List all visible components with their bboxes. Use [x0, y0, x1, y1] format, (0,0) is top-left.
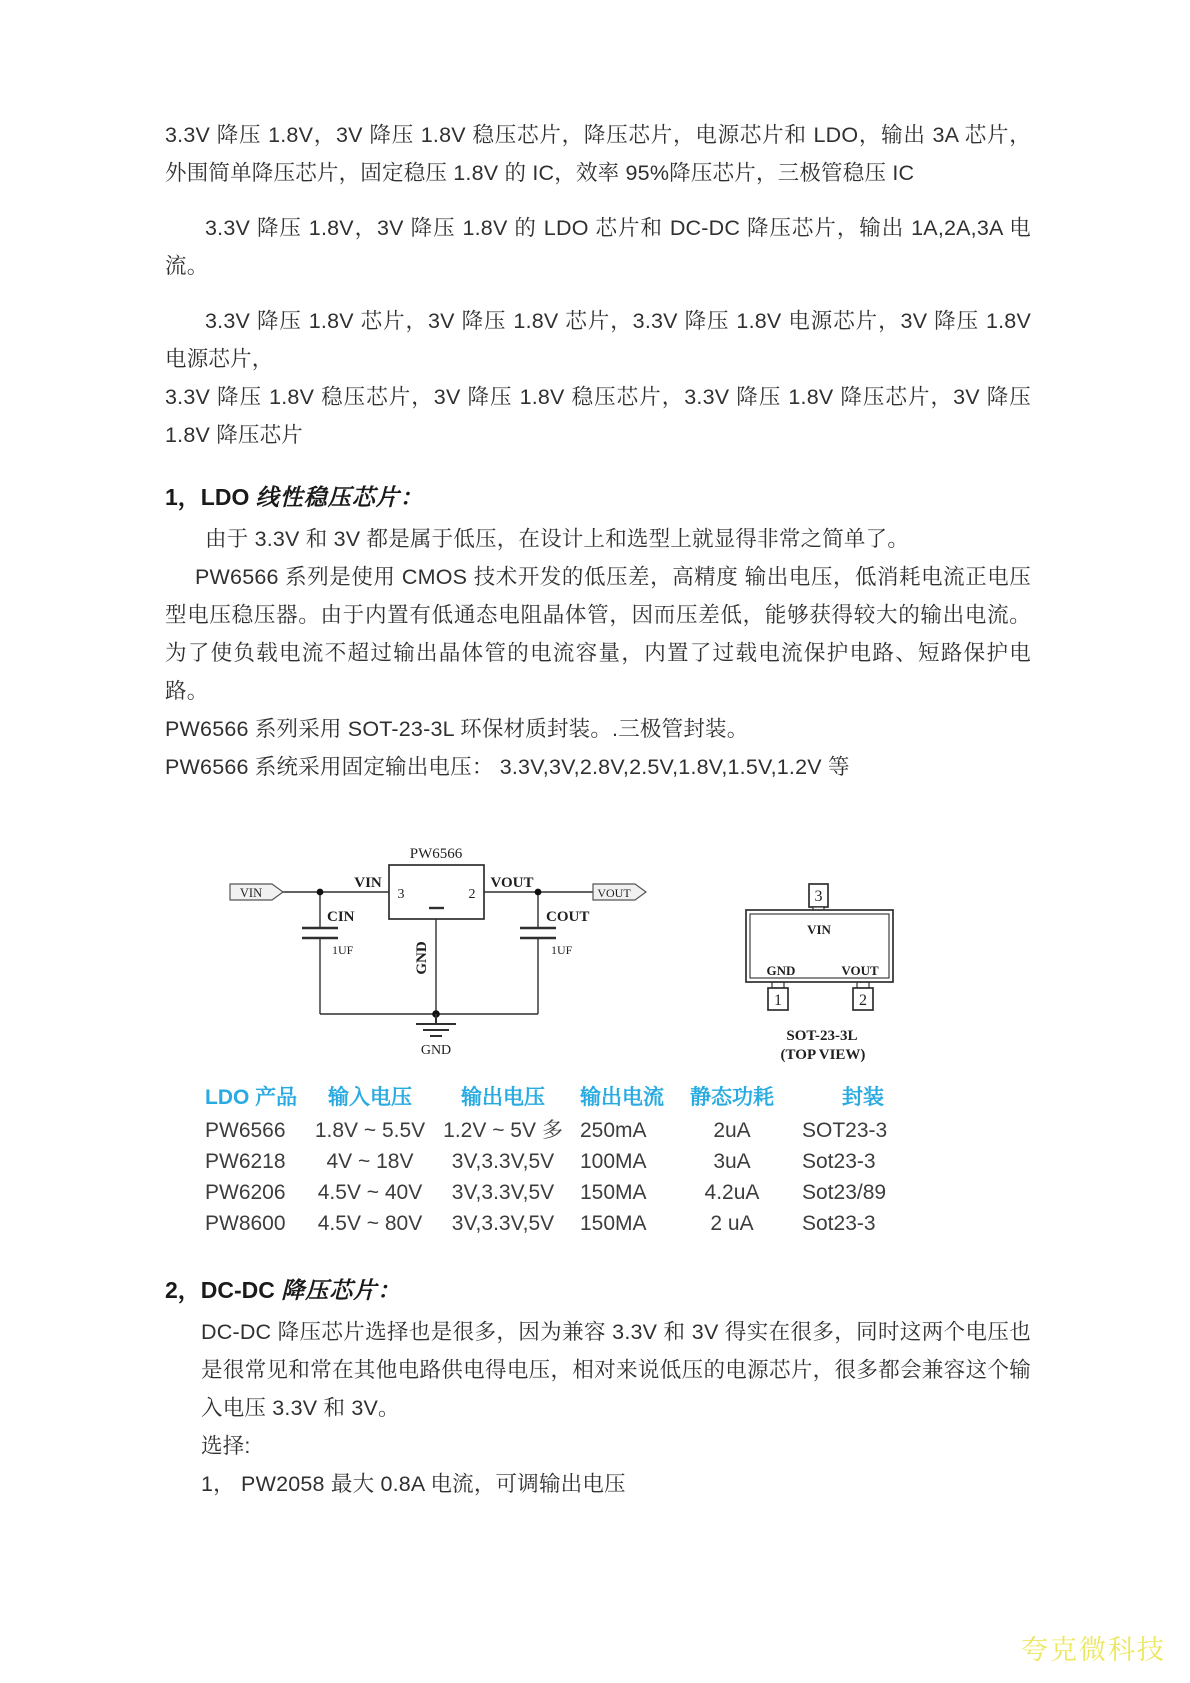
vout-pin-label: VOUT [490, 875, 534, 891]
section1-paragraph-4: PW6566 系统采用固定输出电压： 3.3V,3V,2.8V,2.5V,1.8V,1.5V,1.2V 等 [165, 755, 850, 779]
table-row [205, 1208, 965, 1239]
section2-paragraph-2: 选择: [201, 1434, 251, 1458]
section1-heading-latin: LDO [200, 484, 256, 510]
pin2-number: 2 [468, 887, 476, 902]
package-pin2-number: 2 [859, 992, 867, 1009]
col-header-output-current: 输出电流 [580, 1086, 664, 1109]
section2-heading [165, 1273, 1031, 1307]
col-header-quiescent: 静态功耗 [690, 1086, 774, 1109]
package-pin3-number: 3 [814, 888, 823, 905]
cell-product: PW6218 [205, 1150, 286, 1173]
package-vout-label: VOUT [841, 963, 879, 978]
cin-capacitor [302, 928, 338, 938]
section2-heading-script: 降压芯片： [281, 1277, 402, 1303]
cell-quiescent: 2 uA [710, 1212, 754, 1235]
application-schematic [220, 796, 670, 1064]
cell-quiescent: 3uA [713, 1150, 751, 1173]
cell-package: Sot23/89 [802, 1181, 887, 1204]
cell-output-voltage: 3V,3.3V,5V [451, 1150, 555, 1173]
chip-name-label: PW6566 [409, 846, 463, 862]
junction-dot [535, 889, 542, 896]
cout-capacitor [520, 928, 556, 938]
intro-paragraph-3a: 3.3V 降压 1.8V 芯片，3V 降压 1.8V 芯片，3.3V 降压 1.8V 电源芯片，3V 降压 1.8V 电源芯片， [165, 309, 1031, 371]
section1-paragraph-1: 由于 3.3V 和 3V 都是属于低压，在设计上和选型上就显得非常之简单了。 [205, 527, 910, 551]
cell-input-voltage: 1.8V ~ 5.5V [314, 1119, 426, 1142]
intro-paragraph-2: 3.3V 降压 1.8V，3V 降压 1.8V 的 LDO 芯片和 DC-DC 降压芯片，输出 1A,2A,3A 电流。 [165, 216, 1031, 278]
cell-product: PW8600 [205, 1212, 286, 1235]
cell-input-voltage: 4.5V ~ 40V [317, 1181, 423, 1204]
section2-paragraph-3: 1， PW2058 最大 0.8A 电流，可调输出电压 [201, 1472, 626, 1496]
cout-label: COUT [546, 909, 590, 925]
cell-output-current: 150MA [580, 1181, 647, 1204]
vin-pin-label: VIN [354, 875, 382, 891]
cell-output-voltage: 1.2V ~ 5V 多 [443, 1119, 563, 1142]
cell-input-voltage: 4.5V ~ 80V [317, 1212, 423, 1235]
cin-value: 1UF [332, 943, 354, 957]
cell-quiescent: 4.2uA [704, 1181, 760, 1204]
cell-package: SOT23-3 [802, 1119, 888, 1142]
section2-heading-latin: DC-DC [200, 1277, 282, 1303]
cell-product: PW6206 [205, 1181, 286, 1204]
cell-output-voltage: 3V,3.3V,5V [451, 1181, 555, 1204]
vin-net-flag [230, 884, 283, 900]
package-view-label: (TOP VIEW) [780, 1047, 866, 1063]
gnd-pin-label: GND [414, 941, 430, 975]
package-pin1-number: 1 [774, 992, 782, 1009]
cell-product: PW6566 [205, 1119, 286, 1142]
junction-dot [317, 889, 324, 896]
pw6566-circuit-figure [165, 796, 1031, 1064]
section1-heading-script: 线性稳压芯片： [255, 484, 424, 510]
cell-output-current: 250mA [580, 1119, 647, 1142]
pin3-number: 3 [397, 887, 405, 902]
col-header-input-voltage: 输入电压 [328, 1086, 412, 1109]
cell-input-voltage: 4V ~ 18V [326, 1150, 414, 1173]
section1-paragraph-2: PW6566 系列是使用 CMOS 技术开发的低压差，高精度 输出电压，低消耗电流正电压型电压稳压器。由于内置有低通态电阻晶体管，因而压差低，能够获得较大的输出电流。为了使负载电流不超过输出晶体管的电流容量，内置了过载电流保护电路、短路保护电路。 [165, 565, 1031, 703]
watermark: 夸克微科技 [1021, 1635, 1166, 1665]
ldo-table-body [205, 1115, 965, 1239]
col-header-product: LDO 产品 [205, 1086, 298, 1109]
earth-ground-icon [416, 1014, 456, 1036]
cell-output-current: 150MA [580, 1212, 647, 1235]
package-vin-label: VIN [807, 922, 831, 937]
vin-flag-label: VIN [239, 886, 263, 900]
section2-body [201, 1313, 1031, 1503]
gnd-symbol-label: GND [420, 1043, 452, 1058]
col-header-package: 封装 [842, 1086, 884, 1109]
intro-paragraph-1: 3.3V 降压 1.8V，3V 降压 1.8V 稳压芯片，降压芯片，电源芯片和 LDO，输出 3A 芯片，外围简单降压芯片，固定稳压 1.8V 的 IC，效率 95%降压芯片，三极管稳压 IC [165, 123, 1031, 185]
section2-paragraph-1: DC-DC 降压芯片选择也是很多，因为兼容 3.3V 和 3V 得实在很多，同时这两个电压也是很常见和常在其他电路供电得电压，相对来说低压的电源芯片，很多都会兼容这个输入电压 3.3V 和 3V。 [201, 1320, 1031, 1420]
vout-flag-label: VOUT [597, 886, 631, 900]
section2-heading-number: 2， [165, 1277, 201, 1303]
package-name-label: SOT-23-3L [786, 1028, 858, 1044]
section1-paragraph-3: PW6566 系列采用 SOT-23-3L 环保材质封装。.三极管封装。 [165, 717, 749, 741]
cin-label: CIN [327, 909, 355, 925]
section1-heading-number: 1， [165, 484, 201, 510]
sot23-package-diagram [680, 796, 910, 1066]
table-row [205, 1115, 965, 1146]
package-gnd-label: GND [766, 963, 796, 978]
section1-heading [165, 480, 1031, 514]
table-header-row [205, 1082, 965, 1113]
table-row [205, 1146, 965, 1177]
intro-paragraph-3b: 3.3V 降压 1.8V 稳压芯片，3V 降压 1.8V 稳压芯片，3.3V 降压 1.8V 降压芯片，3V 降压 1.8V 降压芯片 [165, 385, 1031, 447]
table-row [205, 1177, 965, 1208]
cell-quiescent: 2uA [713, 1119, 751, 1142]
ldo-product-table [205, 1082, 965, 1239]
cell-output-voltage: 3V,3.3V,5V [451, 1212, 555, 1235]
col-header-output-voltage: 输出电压 [461, 1086, 545, 1109]
cout-value: 1UF [551, 943, 573, 957]
vout-net-flag [593, 884, 646, 900]
cell-package: Sot23-3 [802, 1150, 876, 1173]
cell-output-current: 100MA [580, 1150, 647, 1173]
document-content [165, 116, 1031, 1503]
cell-package: Sot23-3 [802, 1212, 876, 1235]
